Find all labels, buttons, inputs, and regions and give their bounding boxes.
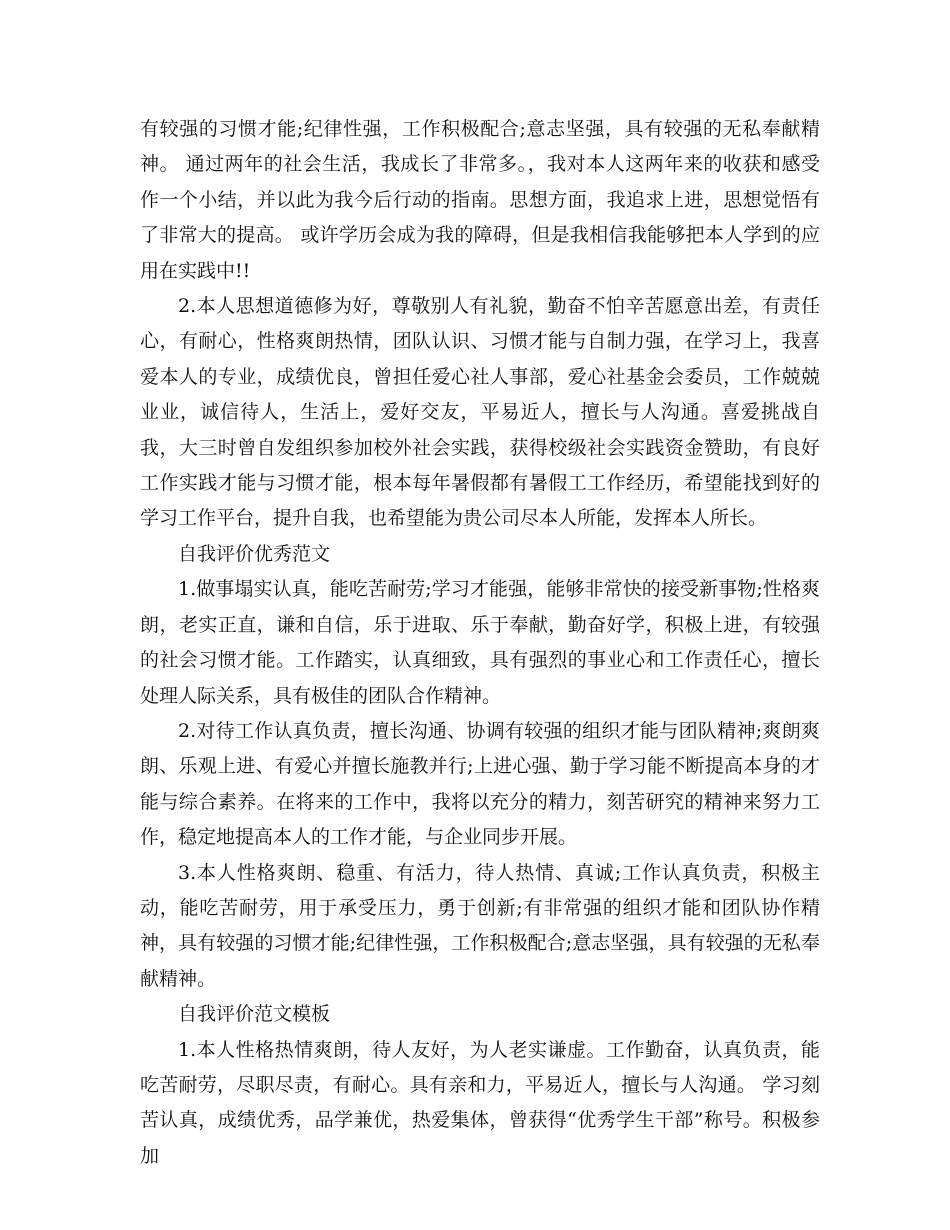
section-heading-excellent-samples: 自我评价优秀范文 [178,542,331,565]
paragraph-sample-1: 1.做事塌实认真，能吃苦耐劳;学习才能强，能够非常快的接受新事物;性格爽朗，老实正直，谦和自信，乐于进取、乐于奉献，勤奋好学，积极上进，有较强的社会习惯才能。工作踏实，认真细致，具有强烈的事业心和工作责任心，擅长处理人际关系，具有极佳的团队合作精神。 [140,578,820,707]
document-page [140,112,820,1174]
paragraph-sample-3: 3.本人性格爽朗、稳重、有活力，待人热情、真诚;工作认真负责，积极主动，能吃苦耐劳，用于承受压力，勇于创新;有非常强的组织才能和团队协作精神，具有较强的习惯才能;纪律性强，工作积极配合;意志坚强，具有较强的无私奉献精神。 [140,861,820,990]
paragraph-item-2: 2.本人思想道德修为好，尊敬别人有礼貌，勤奋不怕辛苦愿意出差，有责任心，有耐心，性格爽朗热情，团队认识、习惯才能与自制力强，在学习上，我喜爱本人的专业，成绩优良，曾担任爱心社人事部，爱心社基金会委员，工作兢兢业业，诚信待人，生活上，爱好交友，平易近人，擅长与人沟通。喜爱挑战自我，大三时曾自发组织参加校外社会实践，获得校级社会实践资金赞助，有良好工作实践才能与习惯才能，根本每年暑假都有暑假工工作经历，希望能找到好的学习工作平台，提升自我，也希望能为贵公司尽本人所能，发挥本人所长。 [140,295,820,530]
paragraph-intro: 有较强的习惯才能;纪律性强，工作积极配合;意志坚强，具有较强的无私奉献精神。 通过两年的社会生活，我成长了非常多。，我对本人这两年来的收获和感受作一个小结，并以此为我今后行动的指南。思想方面，我追求上进，思想觉悟有了非常大的提高。 或许学历会成为我的障碍，但是我相信我能够把本人学到的应用在实践中!! [140,118,820,282]
paragraph-template-1: 1.本人性格热情爽朗，待人友好，为人老实谦虚。工作勤奋，认真负责，能吃苦耐劳，尽职尽责，有耐心。具有亲和力，平易近人，擅长与人沟通。 学习刻苦认真，成绩优秀，品学兼优，热爱集体，曾获得“优秀学生干部”称号。积极参加 [140,1038,820,1167]
paragraph-sample-2: 2.对待工作认真负责，擅长沟通、协调有较强的组织才能与团队精神;爽朗爽朗、乐观上进、有爱心并擅长施教并行;上进心强、勤于学习能不断提高本身的才能与综合素养。在将来的工作中，我将以充分的精力，刻苦研究的精神来努力工作，稳定地提高本人的工作才能，与企业同步开展。 [140,719,820,849]
section-heading-template: 自我评价范文模板 [178,1003,331,1026]
